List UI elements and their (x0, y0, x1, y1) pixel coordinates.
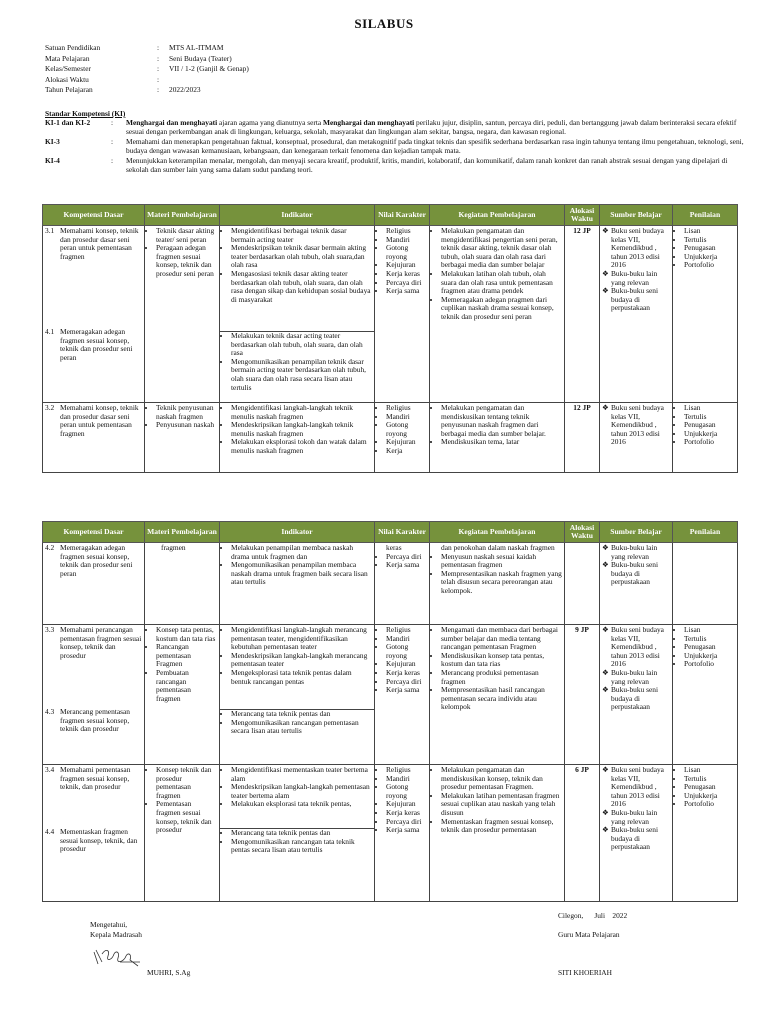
column-header: Indikator (220, 522, 375, 543)
list-item: ❖ Buku seni budaya kelas VII, Kemendikbud , tahun 2013 edisi 2016 (602, 226, 664, 270)
list-item: • Kerja sama (386, 287, 427, 296)
list-item: • Kejujuran (386, 438, 427, 447)
ki-text: Memahami dan menerapkan pengetahuan faktual, konseptual, prosedural, dan metakognitif pada tingkat teknis dan spesifik sederhana berdasarkan rasa ingin tahunya tentang ilmu pengetahuan, teknologi, seni, budaya dengan wawasan kemanusiaan, kebangsaan, dan kenegaraan terkait fenomena dan kejadian tampak mata. (126, 137, 744, 155)
list-item: ❖ Buku-buku seni budaya di perpustakaan (602, 560, 659, 587)
place-date: Cilegon, Juli 2022 (558, 911, 628, 920)
kegiatan-cell: dan penokohan dalam naskah fragmen • Menyusun naskah sesuai kaidah pementasan fragmen • Mempresentasikan naskah fragmen yang telah disusun secara pereorangan atau kelompok. (430, 543, 565, 625)
waktu-cell (565, 543, 600, 625)
list-item: • Teknik dasar akting teater/ seni peran (156, 227, 217, 244)
list-item: • Melakukan latihan pementasan fragmen sesuai cuplikan atau naskah yang telah disusun (441, 792, 562, 818)
list-item: • Merancang tata teknik pentas dan (231, 829, 372, 838)
list-item: • Mengidentifikasi langkah-langkah merancang pementasan teater, mengidentifikasikan kebutuhan pementasan teater (231, 626, 372, 652)
list-item: • Percaya diri (386, 818, 427, 827)
diamond-bullet-icon: ❖ (602, 543, 609, 552)
nilai-cell (375, 226, 430, 403)
principal-role: Kepala Madrasah (90, 930, 142, 939)
table-row (43, 226, 738, 403)
list-item: • Mengomunikasikan rancangan pementasan secara lisan atau tertulis (231, 719, 372, 736)
column-header: Kegiatan Pembelajaran (430, 205, 565, 226)
penilaian-cell (673, 543, 738, 625)
column-header: Kegiatan Pembelajaran (430, 522, 565, 543)
teacher-role: Guru Mata Pelajaran (558, 930, 620, 939)
column-header: Alokasi Waktu (565, 522, 600, 543)
indikator-cell (220, 226, 375, 403)
list-item: • Percaya diri (386, 279, 427, 288)
column-header: Sumber Belajar (600, 522, 673, 543)
list-item: • Mengidentifikasi berbagai teknik dasar bermain acting teater (231, 227, 372, 244)
list-item: • Kejujuran (386, 800, 427, 809)
identity-label: Satuan Pendidikan (45, 43, 101, 52)
list-item: • Kerja sama (386, 686, 427, 695)
list-item: • Percaya diri (386, 553, 427, 562)
list-item: • Kerja sama (386, 561, 427, 570)
list-item: • Portofolio (684, 438, 735, 447)
signature-scribble (92, 944, 144, 970)
kegiatan-cell (430, 765, 565, 902)
nilai-cell: keras • Percaya diri • Kerja sama (375, 543, 430, 625)
list-item: • Melakukan pengamatan dan mendiskusikan konsep, teknik dan prosedur pementasan Fragmen. (441, 766, 562, 792)
table-row (43, 625, 738, 765)
waktu-cell: 6 JP (565, 765, 600, 902)
list-item: • Mengidentifikasi langkah-langkah teknik menulis naskah fragmen (231, 404, 372, 421)
sumber-cell (600, 226, 673, 403)
list-item: • Penugasan (684, 643, 735, 652)
list-item: • Mendeskripsikan langkah-langkah teknik menulis naskah fragmen (231, 421, 372, 438)
identity-value: Seni Budaya (Teater) (169, 53, 232, 63)
diamond-bullet-icon: ❖ (602, 807, 609, 817)
penilaian-cell (673, 625, 738, 765)
document-title: SILABUS (354, 16, 414, 31)
list-item: ❖ Buku seni budaya kelas VII, Kemendikbud , tahun 2013 edisi 2016 (602, 625, 664, 669)
list-item: • Teknik penyusunan naskah fragmen (156, 404, 217, 421)
ki-code: KI-3 (45, 137, 60, 146)
competency-standards (45, 109, 745, 175)
table-header (43, 522, 738, 543)
kd-cell: 3.1 Memahami konsep, teknik dan prosedur dasar seni peran untuk pementasan fragmen 4.1 Memeragakan adegan fragmen sesuai konsep, teknik dan prosedur seni peran (43, 226, 145, 403)
teacher-signature-block (558, 911, 627, 940)
list-item: • Penugasan (684, 783, 735, 792)
list-item: • Portofolio (684, 261, 735, 270)
list-item: • Penugasan (684, 244, 735, 253)
list-item: • Religius (386, 626, 427, 635)
ki-heading: Standar Kompetensi (KI) (45, 109, 126, 118)
identity-label: Kelas/Semester (45, 64, 91, 73)
nilai-cell (375, 625, 430, 765)
list-item: • Pembuatan rancangan pementasan fragmen (156, 669, 217, 703)
list-item: • Melakukan teknik dasar acting teater berdasarkan olah tubuh, olah suara, dan olah rasa (231, 332, 372, 358)
diamond-bullet-icon: ❖ (602, 403, 609, 412)
list-item: • Konsep teknik dan prosedur pementasan fragmen (156, 766, 217, 800)
diamond-bullet-icon: ❖ (602, 825, 609, 835)
list-item: • Merancang tata teknik pentas dan (231, 710, 372, 719)
list-item: • Melakukan latihan olah tubuh, olah suara dan olah rasa untuk pementasan fragmen atau drama pendek (441, 270, 562, 296)
ki-code: KI-4 (45, 156, 60, 165)
materi-cell (145, 765, 220, 902)
identity-row: Mata Pelajaran : Seni Budaya (Teater) (45, 53, 232, 63)
materi-cell (145, 403, 220, 473)
waktu-cell: 12 JP (565, 403, 600, 473)
identity-value: 2022/2023 (169, 85, 201, 94)
penilaian-cell (673, 226, 738, 403)
list-item: • Unjukkerja (684, 652, 735, 661)
kd-cell: 3.4 Memahami pementasan fragmen sesuai konsep, teknik, dan prosedur 4.4 Mementaskan fragmen sesuai konsep, teknik, dan prosedur (43, 765, 145, 902)
list-item: • Tertulis (684, 775, 735, 784)
list-item: • Peragaan adegan fragmen sesuai konsep, teknik dan prosedur seni peran (156, 244, 217, 278)
identity-label: Tahun Pelajaran (45, 85, 93, 94)
list-item: • Pementasan fragmen sesuai konsep, teknik dan prosedur (156, 800, 217, 834)
list-item: • Melakukan pengamatan dan mendiskusikan tentang teknik penyusunan naskah fragmen dari berbagai media dan sumber belajar. (441, 404, 562, 438)
list-item: • Mengasosiasi teknik dasar akting teater berdasarkan olah tubuh, olah suara, dan olah rasa dengan sikap dan kehidupan sosial budaya di masyarakat (231, 270, 372, 304)
list-item: • Melakukan pengamatan dan mengidentifikasi pengertian seni peran, teknik dasar akting, teknik dasar olah tubuh, olah suara dan olah rasa dari berbagai media dan sumber belajar (441, 227, 562, 270)
column-header: Materi Pembelajaran (145, 522, 220, 543)
syllabus-table-page-2 (42, 521, 738, 902)
list-item: ❖ Buku seni budaya kelas VII, Kemendikbud , tahun 2013 edisi 2016 (602, 403, 664, 447)
list-item: • Religius (386, 404, 427, 413)
nilai-cell (375, 403, 430, 473)
identity-label: Mata Pelajaran (45, 53, 90, 63)
column-header: Kompetensi Dasar (43, 205, 145, 226)
ki-row: KI-1 dan KI-2 : Menghargai dan menghayati ajaran agama yang dianutnya serta Menghargai dan menghayati perilaku jujur, disiplin, santun, percaya diri, peduli, dan bertanggung jawab dalam berinteraksi secara efektif sesuai dengan perkembangan anak di lingkungan, keluarga, sekolah, masyarakat dan lingkungan alam sekitar, bangsa, negara, dan kawasan regional. (45, 118, 745, 136)
materi-cell (145, 226, 220, 403)
indikator-cell (220, 403, 375, 473)
diamond-bullet-icon: ❖ (602, 286, 609, 296)
column-header: Penilaian (673, 205, 738, 226)
list-item: • Mendiskusikan tema, latar (441, 438, 562, 447)
principal-signature-block (90, 920, 142, 940)
diamond-bullet-icon: ❖ (602, 268, 609, 278)
column-header: Kompetensi Dasar (43, 522, 145, 543)
waktu-cell: 12 JP (565, 226, 600, 403)
list-item: • Mandiri (386, 413, 427, 422)
kegiatan-cell (430, 226, 565, 403)
list-item: • Merancang produksi pementasan fragmen (441, 669, 562, 686)
identity-row: Tahun Pelajaran : 2022/2023 (45, 85, 201, 94)
kegiatan-cell (430, 625, 565, 765)
list-item: • Tertulis (684, 413, 735, 422)
diamond-bullet-icon: ❖ (602, 667, 609, 677)
table-row (43, 403, 738, 473)
list-item: • Kerja keras (386, 809, 427, 818)
identity-value: MTS AL-ITMAM (169, 43, 224, 52)
identity-row: Alokasi Waktu : (45, 74, 160, 84)
list-item: • Mendeskripsikan langkah-langkah merancang pementasan teater (231, 652, 372, 669)
diamond-bullet-icon: ❖ (602, 560, 609, 570)
indikator-cell (220, 543, 375, 625)
table-row (43, 543, 738, 625)
diamond-bullet-icon: ❖ (602, 226, 609, 235)
syllabus-table-page-1 (42, 204, 738, 473)
list-item: • Mempresentasikan hasil rancangan pementasan secara individu atau kelompok (441, 686, 562, 712)
list-item: • Mengeksplorasi tata teknik pentas dalam bentuk rancangan pentas (231, 669, 372, 686)
diamond-bullet-icon: ❖ (602, 685, 609, 695)
list-item: ❖ Buku-buku seni budaya di perpustakaan (602, 286, 659, 313)
ki-text: Menunjukkan keterampilan menalar, mengolah, dan menyaji secara kreatif, produktif, kritis, mandiri, kolaboratif, dan komunikatif, dalam ranah konkret dan ranah abstrak sesuai dengan yang dipelajari di sekolah dan sumber lain yang sama dalam sudut pandang teori. (126, 156, 728, 174)
list-item: • Penyusunan naskah (156, 421, 217, 430)
identity-value: VII / 1-2 (Ganjil & Genap) (169, 64, 249, 73)
list-item: • Lisan (684, 404, 735, 413)
list-item: • Kerja sama (386, 826, 427, 835)
list-item: • Memeragakan adegan pragmen dari cuplikan naskah drama sesuai konsep, teknik dan prosedur seni peran (441, 296, 562, 322)
list-item: • Mandiri (386, 775, 427, 784)
identity-block (45, 43, 249, 96)
list-item: • Lisan (684, 227, 735, 236)
list-item: ❖ Buku-buku lain yang relevan (602, 667, 658, 686)
identity-row: Satuan Pendidikan : MTS AL-ITMAM (45, 43, 224, 52)
sumber-cell (600, 543, 673, 625)
list-item: • Mendeskripsikan teknik dasar bermain akting teater berdasarkan olah tubuh, olah suara,dan olah rasa (231, 244, 372, 270)
sumber-cell (600, 625, 673, 765)
list-item: • Gotong royong (386, 421, 427, 438)
table-row (43, 765, 738, 902)
list-item: • Gotong royong (386, 783, 427, 800)
column-header: Sumber Belajar (600, 205, 673, 226)
list-item: • Kerja (386, 447, 427, 456)
sumber-cell (600, 403, 673, 473)
list-item: • Tertulis (684, 236, 735, 245)
list-item: • Gotong royong (386, 643, 427, 660)
list-item: ❖ Buku seni budaya kelas VII, Kemendikbud , tahun 2013 edisi 2016 (602, 765, 664, 809)
list-item: • Mengidentifikasi mementaskan teater bertema alam (231, 766, 372, 783)
list-item: ❖ Buku-buku lain yang relevan (602, 268, 658, 287)
column-header: Indikator (220, 205, 375, 226)
list-item: • Religius (386, 766, 427, 775)
list-item: • Melakukan eksplorasi tata teknik pentas, (231, 800, 372, 809)
list-item: • Kerja keras (386, 270, 427, 279)
identity-row: Kelas/Semester : VII / 1-2 (Ganjil & Genap) (45, 64, 249, 73)
list-item: • Mendeskripsikan langkah-langkah pementasan teater bertema alam (231, 783, 372, 800)
column-header: Alokasi Waktu (565, 205, 600, 226)
list-item: • Lisan (684, 626, 735, 635)
acknowledged-label: Mengetahui, (90, 920, 128, 929)
penilaian-cell (673, 403, 738, 473)
list-item: ❖ Buku-buku lain yang relevan (602, 807, 658, 826)
column-header: Nilai Karakter (375, 205, 430, 226)
sumber-cell (600, 765, 673, 902)
teacher-name: SITI KHOERIAH (558, 968, 612, 977)
list-item: • Portofolio (684, 660, 735, 669)
list-item: • Religius (386, 227, 427, 236)
list-item: • Konsep tata pentas, kostum dan tata rias (156, 626, 217, 643)
list-item: • Menyusun naskah sesuai kaidah pementasan fragmen (441, 553, 562, 570)
list-item: • Mandiri (386, 635, 427, 644)
column-header: Penilaian (673, 522, 738, 543)
list-item: • Lisan (684, 766, 735, 775)
list-item: • Unjukkerja (684, 792, 735, 801)
list-item: • Tertulis (684, 635, 735, 644)
list-item: • Melakukan eksplorasi tokoh dan watak dalam menulis naskah fragmen (231, 438, 372, 455)
list-item: • Penugasan (684, 421, 735, 430)
list-item: • Kejujuran (386, 660, 427, 669)
list-item: • Mempresentasikan naskah fragmen yang telah disusun secara pereorangan atau kelompok. (441, 570, 562, 596)
diamond-bullet-icon: ❖ (602, 765, 609, 774)
column-header: Nilai Karakter (375, 522, 430, 543)
list-item: • Melakukan penampilan membaca naskah drama untuk fragmen dan (231, 544, 372, 561)
list-item: • Mengomunikasikan penampilan membaca naskah drama untuk fragmen baik secara lisan atau tertulis (231, 561, 372, 587)
list-item: • Mementaskan fragmen sesuai konsep, teknik dan prosedur pementasan (441, 818, 562, 835)
ki-row: KI-4 : Menunjukkan keterampilan menalar, mengolah, dan menyaji secara kreatif, produktif, kritis, mandiri, kolaboratif, dan komunikatif, dalam ranah konkret dan ranah abstrak sesuai dengan yang dipelajari di sekolah dan sumber lain yang sama dalam sudut pandang teori. (45, 156, 745, 174)
ki-text: Menghargai dan menghayati ajaran agama yang dianutnya serta Menghargai dan menghayati perilaku jujur, disiplin, santun, percaya diri, peduli, dan bertanggung jawab dalam berinteraksi secara efektif sesuai dengan perkembangan anak di lingkungan, keluarga, sekolah, masyarakat dan lingkungan alam sekitar, bangsa, negara, dan kawasan regional. (126, 118, 737, 136)
identity-label: Alokasi Waktu (45, 74, 89, 84)
list-item: ❖ Buku-buku seni budaya di perpustakaan (602, 825, 659, 852)
list-item: • Gotong royong (386, 244, 427, 261)
ki-row: KI-3 : Memahami dan menerapkan pengetahuan faktual, konseptual, prosedural, dan metakognitif pada tingkat teknis dan spesifik sederhana berdasarkan rasa ingin tahunya tentang ilmu pengetahuan, teknologi, seni, budaya dengan wawasan kemanusiaan, kebangsaan, dan kenegaraan terkait fenomena dan kejadian tampak mata. (45, 137, 744, 155)
kd-cell: 3.3 Memahami perancangan pementasan fragmen sesuai konsep, teknik dan prosedur 4.3 Merancang pementasan fragmen sesuai konsep, teknik dan prosedur (43, 625, 145, 765)
materi-cell: fragmen (145, 543, 220, 625)
materi-cell (145, 625, 220, 765)
kd-cell: 3.2 Memahami konsep, teknik dan prosedur dasar seni peran untuk pementasan fragmen (43, 403, 145, 473)
nilai-cell (375, 765, 430, 902)
list-item: ❖ Buku-buku lain yang relevan (602, 543, 658, 561)
kegiatan-cell (430, 403, 565, 473)
list-item: • Kejujuran (386, 261, 427, 270)
list-item: • Kerja keras (386, 669, 427, 678)
list-item: • Mendiskusikan konsep tata pentas, kostum dan tata rias (441, 652, 562, 669)
waktu-cell: 9 JP (565, 625, 600, 765)
kd-cell: 4.2 Memeragakan adegan fragmen sesuai konsep, teknik dan prosedur seni peran (43, 543, 145, 625)
list-item: • Rancangan pementasan Fragmen (156, 643, 217, 669)
list-item: • Mengamati dan membaca dari berbagai sumber belajar dan media tentang rancangan pementasan Fragmen (441, 626, 562, 652)
list-item: • Unjukkerja (684, 430, 735, 439)
diamond-bullet-icon: ❖ (602, 625, 609, 634)
indikator-cell (220, 765, 375, 902)
penilaian-cell (673, 765, 738, 902)
list-item: • Mengomunikasikan penampilan teknik dasar bermain acting teater berdasarkan olah tubuh, olah suara dan olah rasa secara lisan atau tertulis (231, 358, 372, 392)
column-header: Materi Pembelajaran (145, 205, 220, 226)
ki-code: KI-1 dan KI-2 (45, 118, 91, 127)
list-item: • Portofolio (684, 800, 735, 809)
list-item: • Mengomunikasikan rancangan tata teknik pentas secara lisan atau tertulis (231, 838, 372, 855)
list-item: ❖ Buku-buku seni budaya di perpustakaan (602, 685, 659, 712)
table-header (43, 205, 738, 226)
list-item: • Percaya diri (386, 678, 427, 687)
indikator-cell (220, 625, 375, 765)
list-item: • Unjukkerja (684, 253, 735, 262)
list-item: • Mandiri (386, 236, 427, 245)
principal-name: MUHRI, S.Ag (147, 968, 191, 977)
